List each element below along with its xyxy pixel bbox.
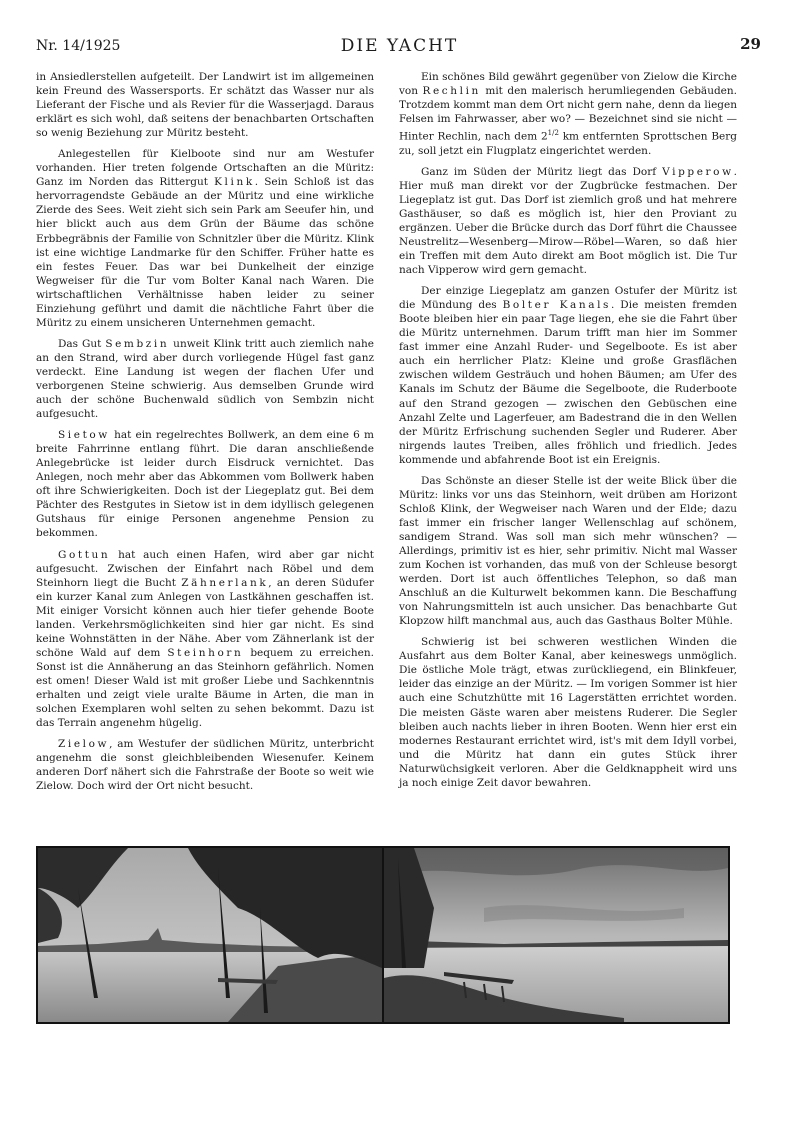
lakeshore-trees-photo xyxy=(38,848,382,1022)
place-name: Zähnerlank xyxy=(181,576,269,589)
lake-jetty-photo xyxy=(384,848,728,1022)
place-name: Sembzin xyxy=(105,337,170,350)
right-column xyxy=(399,70,737,797)
issue-number: Nr. 14/1925 xyxy=(36,38,121,54)
place-name: Steinhorn xyxy=(167,646,244,659)
place-name: Bolter Kanals xyxy=(502,299,612,312)
paragraph: Zielow, am Westufer der südlichen Müritz, unterbricht angenehm die sonst gleichbleibenden Wiesenufer. Keinem anderen Dorf nähert sich die Fahrstraße der Boote so weit wie Zielow. Doch wird der Ort nicht besucht. xyxy=(36,738,374,793)
paragraph: in Ansiedlerstellen aufgeteilt. Der Landwirt ist im allgemeinen kein Freund des Wassersports. Er schätzt das Wasser nur als Lieferant der Fische und als Revier für die Wasserjagd. Daraus erklärt es sich wohl, daß seitens der benachbarten Ortschaften so wenig Beziehung zur Müritz besteht. xyxy=(36,71,374,140)
photo-strip xyxy=(36,846,730,1024)
place-name: Gottun xyxy=(58,548,111,561)
page-number: 29 xyxy=(740,35,761,53)
place-name: Klink xyxy=(214,176,255,189)
place-name: Rechlin xyxy=(422,85,481,98)
paragraph: Schwierig ist bei schweren westlichen Winden die Ausfahrt aus dem Bolter Kanal, aber keineswegs unmöglich. Die östliche Mole trägt, etwas zurückliegend, ein Blinkfeuer, leider das einzige an der Müritz. — Im vorigen Sommer ist hier auch eine Schutzhütte mit 16 Lagerstätten errichtet worden. Die meisten Gäste waren aber meistens Ruderer. Die Segler bleiben auch nachts lieber in ihren Booten. Wenn hier erst ein modernes Restaurant errichtet wird, ist's mit dem Idyll vorbei, und die Müritz hat dann ein gutes Stück ihrer Naturwüchsigkeit verloren. Aber die Geldknappheit wird uns ja noch einige Zeit davor bewahren. xyxy=(399,636,737,789)
place-name: Vipperow xyxy=(662,165,734,178)
paragraph: Das Schönste an dieser Stelle ist der weite Blick über die Müritz: links vor uns das Steinhorn, weit drüben am Horizont Schloß Klink, der Wegweiser nach Waren und der Elde; dazu fast immer ein frischer langer Wellenschlag auf schönem, sandigem Strand. Was soll man sich mehr wünschen? — Allerdings, primitiv ist es hier, sehr primitiv. Nicht mal Wasser zum Kochen ist vorhanden, das muß von der Schleuse besorgt werden. Dort ist auch öffentliches Telephon, so daß man Anschluß an die Kulturwelt bekommen kann. Die Beschaffung von Nahrungsmitteln ist auch unsicher. Das benachbarte Gut Klopzow hilft manchmal aus, auch das Gasthaus Bolter Mühle. xyxy=(399,474,737,628)
left-column xyxy=(36,70,374,800)
paragraph: Sietow hat ein regelrechtes Bollwerk, an dem eine 6 m breite Fahrrinne entlang führt. Die daran anschließende Anlegebrücke ist leider durch Eisdruck vernichtet. Das Anlegen, noch mehr aber das Abkommen vom Bollwerk haben oft ihre Schwierigkeiten. Doch ist der Liegeplatz gut. Bei dem Pächter des Restgutes in Sietow ist in dem idyllisch gelegenen Gutshaus für einige Personen angenehme Pension zu bekommen. xyxy=(36,429,374,540)
page-header xyxy=(36,35,763,58)
magazine-title: DIE YACHT xyxy=(340,36,459,56)
paragraph: Ein schönes Bild gewährt gegenüber von Zielow die Kirche von Rechlin mit den malerisch herumliegenden Gebäuden. Trotzdem kommt man dem Ort nicht gern nahe, denn da liegen Felsen im Fahrwasser, aber wo? — Bezeichnet sind sie nicht — Hinter Rechlin, nach dem $2^{1/2}$ km entfernten Sprottschen Berg zu, soll jetzt ein Flugplatz eingerichtet werden. xyxy=(399,71,738,157)
place-name: Zielow xyxy=(58,738,110,751)
paragraph: Anlegestellen für Kielboote sind nur am Westufer vorhanden. Hier treten folgende Ortschaften an die Müritz: Ganz im Norden das Rittergut Klink. Sein Schloß ist das hervorragendste Gebäude an der Müritz und eine wirkliche Zierde des Sees. Weit zieht sich sein Park am Seeufer hin, und hier blickt auch aus dem Grün der Bäume das schöne Erbbegräbnis der Familie von Schnitzler über die Müritz. Klink ist eine wichtige Landmarke für den Schiffer. Früher hatte es ein festes Feuer. Das war bei Dunkelheit der einzige Wegweiser für die Tur vom Bolter Kanal nach Waren. Die wirtschaftlichen Verhältnisse haben leider zu seiner Einziehung geführt und damit die nächtliche Fahrt über die Müritz zu einem unsicheren Unternehmen gemacht. xyxy=(36,148,374,329)
photo-image xyxy=(38,848,382,1022)
place-name: Sietow xyxy=(58,429,110,442)
paragraph: Gottun hat auch einen Hafen, wird aber gar nicht aufgesucht. Zwischen der Einfahrt nach Röbel und dem Steinhorn liegt die Bucht Zähnerlank, an deren Südufer ein kurzer Kanal zum Anlegen von Lastkähnen geschaffen ist. Mit einiger Vorsicht können auch hier tiefer gehende Boote landen. Verkehrsmöglichkeiten sind hier gar nicht. Es sind keine Wohnstätten in der Nähe. Aber vom Zähnerlank ist der schöne Wald auf dem Steinhorn bequem zu erreichen. Sonst ist die Annäherung an das Steinhorn gefährlich. Nomen est omen! Dieser Wald ist mit großer Liebe und Sachkenntnis erhalten und zeigt viele uralte Bäume in Arten, die man in solchen Exemplaren wohl selten zu sehen bekommt. Dazu ist das Terrain angenehm hügelig. xyxy=(36,548,374,730)
photo-image xyxy=(384,848,728,1022)
fraction: 1/2 xyxy=(547,129,559,138)
paragraph: Ganz im Süden der Müritz liegt das Dorf Vipperow. Hier muß man direkt vor der Zugbrücke festmachen. Der Liegeplatz ist gut. Das Dorf ist ziemlich groß und hat mehrere Gasthäuser, so daß es möglich ist, hier den Proviant zu ergänzen. Ueber die Brücke durch das Dorf führt die Chaussee Neustrelitz—Wesenberg—Mirow—Röbel—Waren, so daß hier ein Treffen mit dem Auto direkt am Boot möglich ist. Die Tur nach Vipperow wird gern gemacht. xyxy=(399,165,737,277)
paragraph: Das Gut Sembzin unweit Klink tritt auch ziemlich nahe an den Strand, wird aber durch vorliegende Hügel fast ganz verdeckt. Eine Landung ist wegen der flachen Ufer und verborgenen Steine schwierig. Aus demselben Grunde wird auch der schöne Buchenwald südlich von Sembzin nicht aufgesucht. xyxy=(36,337,374,421)
paragraph: Der einzige Liegeplatz am ganzen Ostufer der Müritz ist die Mündung des Bolter Kanals. Die meisten fremden Boote bleiben hier ein paar Tage liegen, ehe sie die Fahrt über die Müritz unternehmen. Darum trifft man hier im Sommer fast immer eine Anzahl Ruder- und Segelboote. Es ist aber auch ein herrlicher Platz: Kleine und große Grasflächen zwischen wildem Gesträuch und hohen Bäumen; am Ufer des Kanals im Schutz der Bäume die Segelboote, die Ruderboote auf den Strand gezogen — zwischen den Gebüschen eine Anzahl Zelte und Lagerfeuer, am Badestrand die in den Wellen der Müritz Erfrischung suchenden Segler und Ruderer. Aber nirgends lautes Treiben, alles fröhlich und friedlich. Jedes kommende und abfahrende Boot ist ein Ereignis. xyxy=(399,285,738,466)
